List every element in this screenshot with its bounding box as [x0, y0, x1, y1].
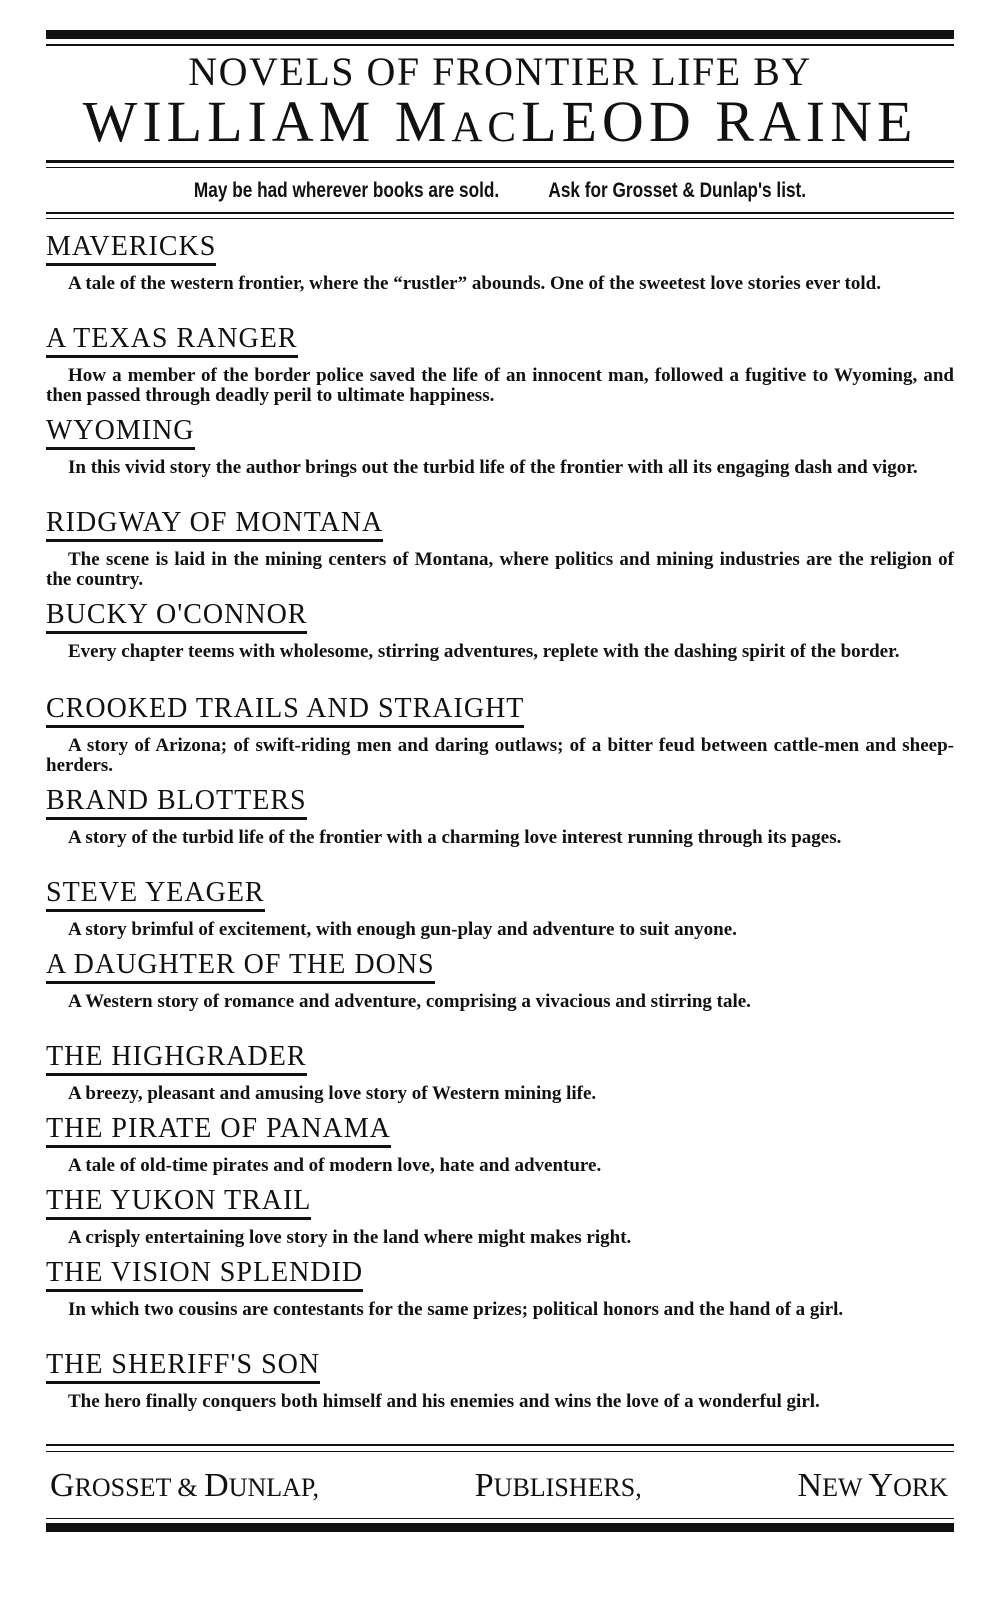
availability-notice	[128, 178, 873, 204]
book-description: A story brimful of excitement, with enough gun-play and adventure to suit anyone.	[68, 919, 737, 940]
book-title: STEVE YEAGER	[46, 878, 265, 912]
book-description: A crisply entertaining love story in the land where might makes right.	[68, 1227, 632, 1248]
book-description: The scene is laid in the mining centers of Montana, where politics and mining industries are the religion of the country.	[46, 549, 954, 590]
book-entry	[46, 1186, 954, 1248]
heading-rule-bottom	[46, 167, 954, 168]
book-entry	[46, 416, 954, 478]
book-title: BRAND BLOTTERS	[46, 786, 307, 820]
book-description: The hero finally conquers both himself and his enemies and wins the love of a wonderful girl.	[68, 1391, 820, 1412]
publisher-name: GROSSET & DUNLAP,	[50, 1467, 319, 1504]
book-description: In which two cousins are contestants for the same prizes; political honors and the hand of a girl.	[68, 1299, 844, 1320]
book-title: BUCKY O'CONNOR	[46, 600, 307, 634]
book-title: THE PIRATE OF PANAMA	[46, 1114, 391, 1148]
book-title: RIDGWAY OF MONTANA	[46, 508, 383, 542]
book-entry	[46, 1350, 954, 1412]
top-border-thick	[46, 30, 954, 39]
author-name: WILLIAM MACLEOD RAINE	[82, 89, 918, 154]
book-description: A Western story of romance and adventure, comprising a vivacious and stirring tale.	[68, 991, 751, 1012]
notice-rule-top	[46, 212, 954, 214]
book-entry	[46, 508, 954, 590]
book-title: CROOKED TRAILS AND STRAIGHT	[46, 694, 524, 728]
book-title: THE SHERIFF'S SON	[46, 1350, 320, 1384]
footer-rule-second	[46, 1451, 954, 1452]
book-entry	[46, 878, 954, 940]
book-entry	[46, 1114, 954, 1176]
book-title: A DAUGHTER OF THE DONS	[46, 950, 435, 984]
book-title: THE VISION SPLENDID	[46, 1258, 363, 1292]
book-entry	[46, 694, 954, 776]
book-entry	[46, 1258, 954, 1320]
book-entry	[46, 232, 954, 294]
publisher-role: PUBLISHERS,	[474, 1467, 642, 1504]
book-description: A tale of the western frontier, where the “rustler” abounds. One of the sweetest love stories ever told.	[68, 273, 881, 294]
book-entry	[46, 600, 954, 662]
top-border-thin	[46, 44, 954, 46]
book-description: How a member of the border police saved the life of an innocent man, followed a fugitive to Wyoming, and then passed through deadly peril to ultimate happiness.	[46, 365, 954, 406]
book-entry	[46, 1042, 954, 1104]
bottom-border-thin	[46, 1518, 954, 1519]
book-title: THE YUKON TRAIL	[46, 1186, 311, 1220]
book-description: A tale of old-time pirates and of modern love, hate and adventure.	[68, 1155, 602, 1176]
book-entry	[46, 950, 954, 1012]
bottom-border-thick	[46, 1523, 954, 1532]
book-description: A breezy, pleasant and amusing love story of Western mining life.	[68, 1083, 597, 1104]
footer-rule-top	[46, 1444, 954, 1446]
heading-line: NOVELS OF FRONTIER LIFE BY	[188, 49, 812, 94]
heading-rule-top	[46, 160, 954, 163]
book-description: A story of the turbid life of the frontier with a charming love interest running through its pages.	[68, 827, 842, 848]
book-description: In this vivid story the author brings out the turbid life of the frontier with all its engaging dash and vigor.	[68, 457, 918, 478]
book-description: A story of Arizona; of swift-riding men and daring outlaws; of a bitter feud between cattle-men and sheep-herders.	[46, 735, 954, 776]
book-entry	[46, 324, 954, 406]
book-title: MAVERICKS	[46, 232, 216, 266]
book-title: THE HIGHGRADER	[46, 1042, 307, 1076]
notice-left: May be had wherever books are sold.	[193, 179, 500, 202]
publisher-city: NEW YORK	[797, 1467, 948, 1504]
book-title: WYOMING	[46, 416, 195, 450]
notice-right: Ask for Grosset & Dunlap's list.	[548, 179, 807, 202]
book-title: A TEXAS RANGER	[46, 324, 298, 358]
publisher-footer	[50, 1466, 948, 1508]
book-description: Every chapter teems with wholesome, stirring adventures, replete with the dashing spirit of the border.	[68, 641, 900, 662]
notice-rule-bottom	[46, 218, 954, 219]
book-entry	[46, 786, 954, 848]
